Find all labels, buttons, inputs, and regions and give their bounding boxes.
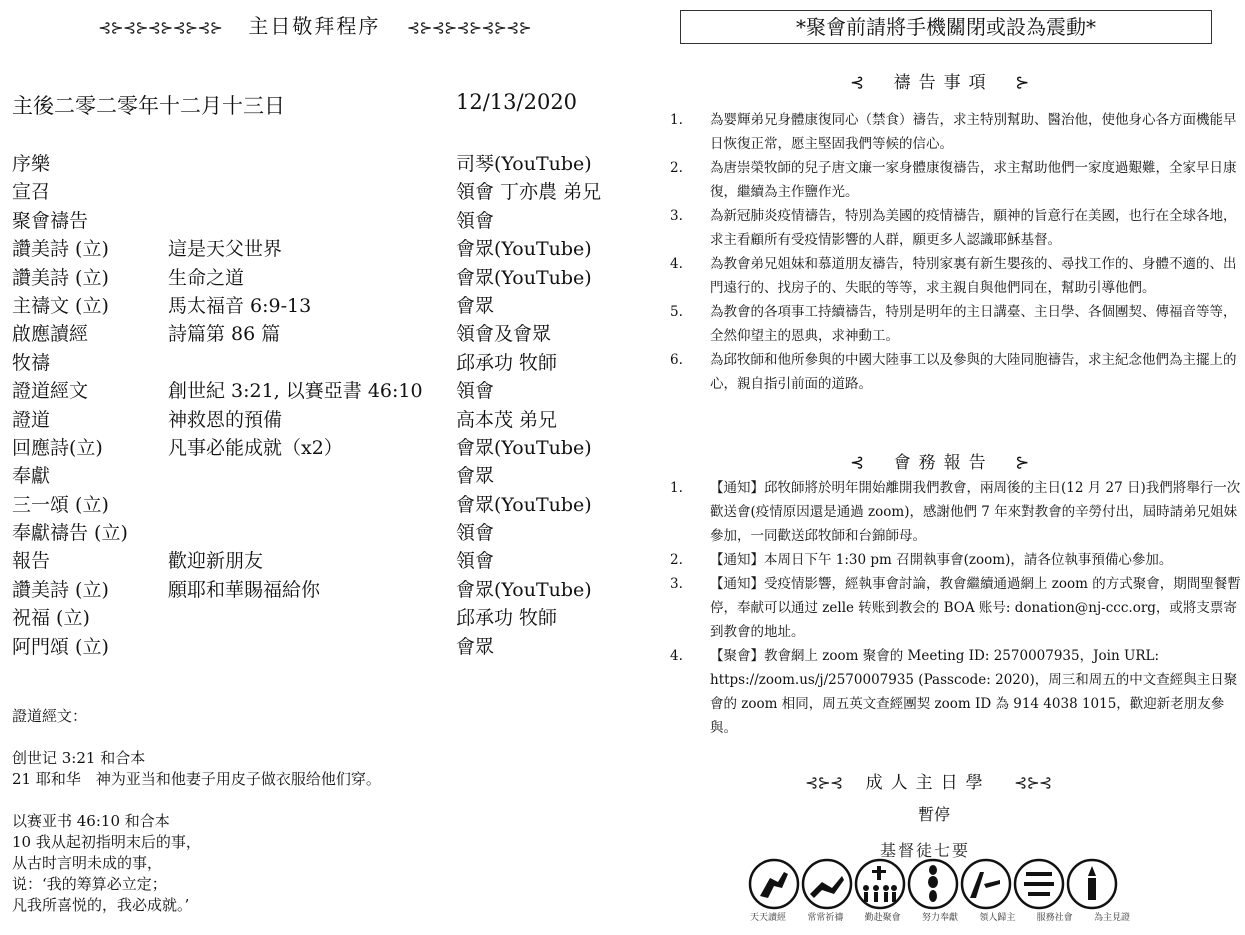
program-leader: 領會及會眾	[456, 323, 552, 346]
prayer-item-number: 2.	[670, 160, 683, 176]
seven-essentials-logo	[748, 858, 1123, 910]
scripture-line: 10 我从起初指明末后的事，	[12, 833, 201, 851]
scripture-line: 创世记 3:21 和合本	[12, 749, 146, 767]
report-item-number: 1.	[670, 480, 683, 496]
prayer-item-text: 為唐崇榮牧師的兒子唐文廉一家身體康復禱告，求主幫助他們一家度過艱難，全家早日康復，繼續為主作鹽作光。	[710, 160, 1237, 200]
logo-label: 為主見證	[1093, 913, 1130, 923]
program-row	[12, 632, 632, 660]
prayer-item-text: 為教會的各項事工持續禱告，特別是明年的主日講臺、主日學、各個團契、傳福音等等，全然仰望主的恩典，求神動工。	[710, 304, 1237, 344]
program-leader: 領會	[456, 522, 495, 545]
scripture-line: 从古时言明未成的事，	[12, 854, 163, 872]
program-row	[12, 405, 632, 433]
program-item: 啟應讀經	[12, 323, 89, 346]
program-item: 三一頌 (立)	[12, 493, 109, 516]
ornament-left: ⊰⊱⊰⊱⊰⊱⊰⊱⊰⊱	[98, 18, 223, 37]
report-list	[670, 476, 1245, 740]
logo-title: 基督徒七要	[880, 841, 971, 860]
prayer-list	[670, 108, 1245, 396]
prayer-item	[670, 348, 1245, 396]
report-item-text: 【通知】邱牧師將於明年開始離開我們教會，兩周後的主日(12 月 27 日)我們將舉行一次歡送會(疫情原因還是通過 zoom)，感謝他們 7 年來對教會的辛勞付出，屆時請弟兄姐妹參加，一同歡送邱牧師和台錦師母。	[710, 480, 1241, 544]
worship-title-row	[98, 10, 531, 39]
program-row	[12, 348, 632, 376]
program-content: 這是天父世界	[168, 238, 283, 261]
logo-label: 常常祈禱	[807, 913, 844, 923]
prayer-item-text: 為教會弟兄姐妹和慕道朋友禱告，特別家裏有新生嬰孩的、尋找工作的、身體不適的、出門遠行的、找房子的、失眠的等等，求主親自與他們同在，幫助引導他們。	[710, 256, 1237, 296]
program-content: 馬太福音 6:9-13	[168, 294, 312, 317]
ornament-icon: ⊰	[850, 73, 873, 93]
scripture-line: 證道經文：	[12, 707, 88, 725]
program-content: 詩篇第 86 篇	[168, 323, 281, 346]
program-leader: 會眾(YouTube)	[456, 493, 592, 516]
program-item: 主禱文 (立)	[12, 294, 109, 317]
prayer-item-text: 為婴輝弟兄身體康復同心（禁食）禱告，求主特別幫助、醫治他，使他身心各方面機能早日恢復正常，愿主堅固我們等候的信心。	[710, 112, 1237, 152]
report-item	[670, 548, 1245, 572]
program-leader: 會眾	[456, 465, 495, 488]
program-content: 創世紀 3:21, 以賽亞書 46:10	[168, 380, 423, 403]
program-row	[12, 291, 632, 319]
ornament-right: ⊰⊱⊰⊱⊰⊱⊰⊱⊰⊱	[406, 18, 531, 37]
prayer-item-number: 5.	[670, 304, 683, 320]
scripture-line: 以赛亚书 46:10 和合本	[12, 812, 170, 830]
adult-school-heading	[805, 768, 1051, 793]
program-leader: 領會	[456, 209, 495, 232]
logo-labels	[750, 910, 1130, 923]
report-item-number: 4.	[670, 648, 683, 664]
program-content: 神救恩的預備	[168, 408, 283, 431]
prayer-heading	[850, 68, 1037, 93]
program-row	[12, 546, 632, 574]
program-leader: 領會	[456, 550, 495, 573]
prayer-item	[670, 252, 1245, 300]
program-leader: 會眾(YouTube)	[456, 578, 592, 601]
program-item: 序樂	[12, 153, 51, 175]
program-row	[12, 376, 632, 404]
report-item-text: 【聚會】教會網上 zoom 聚會的 Meeting ID: 2570007935，Join URL: https://zoom.us/j/2570007935 (Passcode: 2020)，周三和周五的中文查經與主日聚會的 zoom 相同，周五英文查經團契 zoom ID 為 914 4038 1015，歡迎新老朋友參與。	[710, 648, 1238, 736]
report-item	[670, 572, 1245, 644]
logo-label: 服務社會	[1036, 913, 1073, 923]
worship-title: 主日敬拜程序	[248, 14, 381, 38]
report-item-text: 【通知】受疫情影響，經執事會討論，教會繼續通過網上 zoom 的方式聚會，期間聖餐暫停，奉献可以通过 zelle 转账到教会的 BOA 账号: donation@nj-ccc.org，或將支票寄到教會的地址。	[710, 576, 1241, 640]
phone-notice: *聚會前請將手機關閉或設為震動*	[680, 10, 1212, 44]
logo-label: 努力奉獻	[921, 913, 958, 923]
scripture-line: 说：‘我的筹算必立定；	[12, 875, 167, 893]
program-item: 奉獻禱告 (立)	[12, 522, 128, 545]
program-item: 宣召	[12, 181, 51, 204]
program-item: 證道	[12, 408, 51, 431]
program-item: 阿門頌 (立)	[12, 635, 109, 658]
program-leader: 高本茂 弟兄	[456, 408, 558, 431]
prayer-item-text: 為新冠肺炎疫情禱告，特別為美國的疫情禱告，願神的旨意行在美國，也行在全球各地，求主看顧所有受疫情影響的人群，願更多人認識耶穌基督。	[710, 208, 1237, 248]
prayer-title: 禱告事項	[893, 73, 994, 93]
scripture-line	[12, 790, 381, 811]
program-item: 回應詩(立)	[12, 436, 103, 459]
ornament-icon: ⊱	[1015, 73, 1038, 93]
program-leader: 會眾(YouTube)	[456, 238, 592, 261]
program-leader: 領會 丁亦農 弟兄	[456, 181, 602, 204]
date-chinese: 主後二零二零年十二月十三日	[12, 94, 285, 118]
program-row	[12, 461, 632, 489]
prayer-item	[670, 156, 1245, 204]
program-row	[12, 433, 632, 461]
program-leader: 會眾	[456, 635, 495, 658]
program-content: 歡迎新朋友	[168, 550, 264, 573]
program-item: 讚美詩 (立)	[12, 266, 109, 289]
program-leader: 司琴(YouTube)	[456, 153, 592, 175]
program-row	[12, 319, 632, 347]
ornament-icon: ⊰⊱⊰	[1014, 773, 1052, 792]
program-row	[12, 149, 632, 177]
scripture-line: 21 耶和华 神为亚当和他妻子用皮子做衣服给他们穿。	[12, 770, 381, 788]
logo-label: 勤赴聚會	[864, 913, 901, 923]
program-row	[12, 575, 632, 603]
scripture-line	[12, 727, 381, 748]
report-item-text: 【通知】本周日下午 1:30 pm 召開執事會(zoom)，請各位執事預備心參加。	[710, 552, 1173, 568]
program-leader: 邱承功 牧師	[456, 607, 558, 630]
report-heading	[850, 448, 1037, 473]
program-leader: 領會	[456, 380, 495, 403]
program-leader: 會眾(YouTube)	[456, 436, 592, 459]
program-row	[12, 518, 632, 546]
prayer-item	[670, 108, 1245, 156]
prayer-item-number: 3.	[670, 208, 683, 224]
prayer-item-number: 1.	[670, 112, 683, 128]
program-leader: 邱承功 牧師	[456, 351, 558, 374]
prayer-item	[670, 204, 1245, 252]
adult-school-status: 暫停	[918, 805, 951, 824]
program-content: 凡事必能成就（x2）	[168, 436, 343, 459]
report-item	[670, 644, 1245, 740]
program-item: 祝福 (立)	[12, 607, 90, 630]
scripture-text	[12, 706, 381, 916]
program-list	[12, 149, 632, 660]
prayer-item-number: 6.	[670, 352, 683, 368]
program-item: 讚美詩 (立)	[12, 238, 109, 261]
program-row	[12, 234, 632, 262]
program-row	[12, 263, 632, 291]
ornament-icon: ⊱	[1015, 453, 1038, 473]
prayer-item-text: 為邱牧師和他所參與的中國大陸事工以及參與的大陸同胞禱告，求主紀念他們為主擺上的心，親自指引前面的道路。	[710, 352, 1237, 392]
report-title: 會務報告	[893, 453, 994, 473]
scripture-line: 凡我所喜悦的，我必成就。’	[12, 896, 190, 914]
program-row	[12, 177, 632, 205]
program-leader: 會眾(YouTube)	[456, 266, 592, 289]
program-row	[12, 490, 632, 518]
program-row	[12, 206, 632, 234]
program-item: 牧禱	[12, 351, 51, 374]
program-content: 願耶和華賜福給你	[168, 578, 321, 601]
prayer-item-number: 4.	[670, 256, 683, 272]
program-item: 聚會禱告	[12, 209, 89, 232]
report-item	[670, 476, 1245, 548]
program-item: 奉獻	[12, 465, 51, 488]
logo-label: 領人歸主	[979, 913, 1016, 923]
right-page	[640, 0, 1245, 935]
date-english: 12/13/2020	[456, 90, 578, 114]
program-content: 生命之道	[168, 266, 245, 289]
report-item-number: 2.	[670, 552, 683, 568]
program-leader: 會眾	[456, 294, 495, 317]
program-item: 報告	[12, 550, 51, 573]
adult-school-title: 成人主日學	[865, 773, 991, 793]
program-item: 證道經文	[12, 380, 89, 403]
report-item-number: 3.	[670, 576, 683, 592]
program-row	[12, 603, 632, 631]
ornament-icon: ⊰	[850, 453, 873, 473]
program-item: 讚美詩 (立)	[12, 578, 109, 601]
logo-label: 天天讀經	[750, 913, 787, 923]
ornament-icon: ⊰⊱⊰	[805, 773, 843, 792]
prayer-item	[670, 300, 1245, 348]
